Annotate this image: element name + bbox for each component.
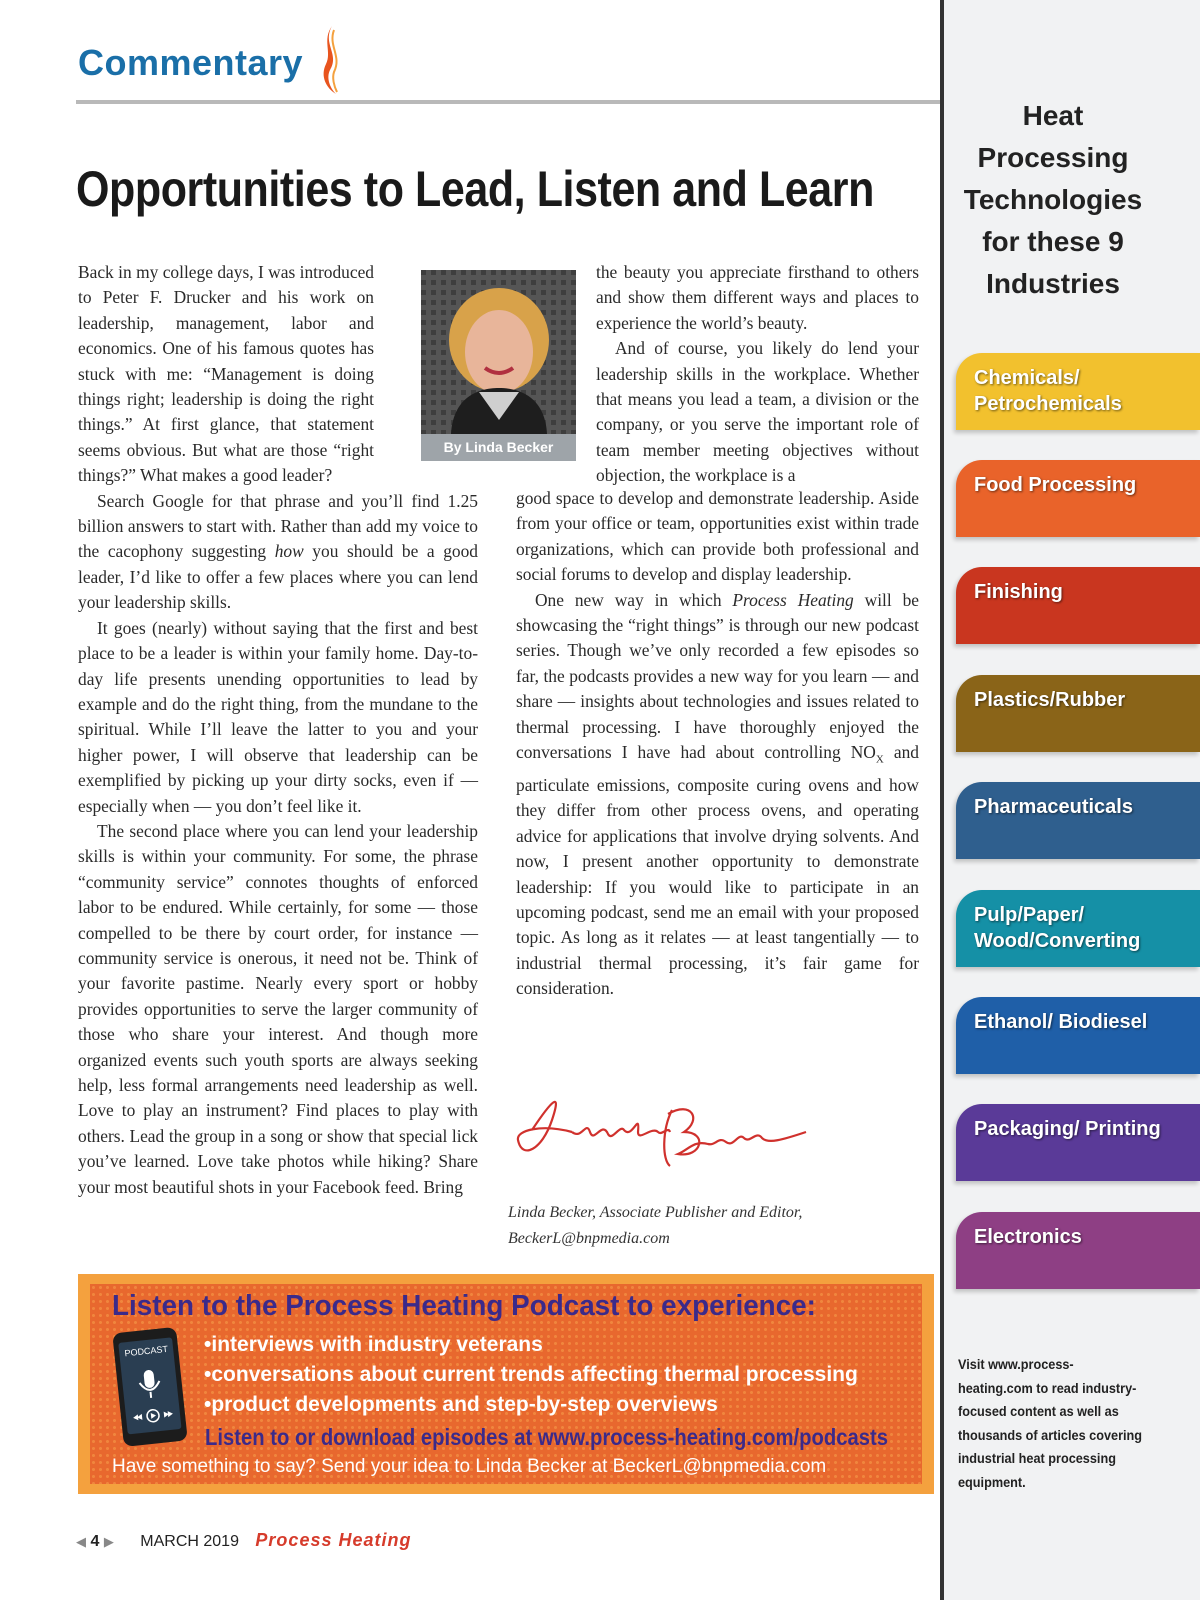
article-headline: Opportunities to Lead, Listen and Learn	[76, 161, 874, 217]
industry-tab-label: Packaging/ Printing	[974, 1118, 1161, 1140]
list-item: • product developments and step-by-step overviews	[204, 1390, 858, 1420]
article-column-2	[516, 486, 919, 1002]
magazine-name: Process Heating	[255, 1530, 412, 1550]
article-column-1	[78, 260, 478, 1200]
phone-label: PODCAST	[124, 1343, 169, 1359]
page-footer	[76, 1530, 411, 1551]
industry-tab-label: Pulp/Paper/ Wood/Converting	[974, 904, 1141, 952]
sidebar-note: Visit www.process-heating.com to read industry-focused content as well as thousands of articles covering industrial heat processing equipment.	[958, 1357, 1143, 1490]
industry-tab-packaging-printing[interactable]	[956, 1104, 1200, 1181]
industry-tab-chemicals[interactable]	[956, 353, 1200, 430]
byline-caption: By Linda Becker	[421, 434, 576, 461]
industry-tab-food-processing[interactable]	[956, 460, 1200, 537]
author-photo	[421, 270, 576, 434]
signoff-title: Linda Becker, Associate Publisher and Editor,	[508, 1204, 803, 1221]
industry-tab-label: Electronics	[974, 1226, 1082, 1248]
paragraph: Back in my college days, I was introduced to Peter F. Drucker and his work on leadership, management, labor and economics. One of his famous quotes has stuck with me: “Management is doing things right; leadership is doing the right things.” At first glance, that statement seems obvious. But what are those “right things?” What makes a good leader?	[78, 262, 374, 486]
industry-tab-label: Finishing	[974, 581, 1063, 603]
paragraph: The second place where you can lend your leadership skills is within your community. For some, the phrase “community service” connotes thoughts of enforced labor to be endured. While certainly, for some — those compelled to be there by court order, for instance — community service is onerous, it need not be. Think of your favorite pastime. Nearly every sport or hobby provides opportunities to serve the larger community of those who share your interest. And though more organized events such youth sports are always seeking help, less formal arrangements need leadership as well. Love to play an instrument? Find places to play with others. Lead the group in a song or show that special lick you’ve learned. Love take photos while hiking? Share your most beautiful shots in your Facebook feed. Bring	[78, 820, 478, 1197]
signature	[512, 1080, 812, 1175]
paragraph: And of course, you likely do lend your leadership skills in the workplace. Whether that means you lead a team, a division or the company, or you serve the important role of team member meeting objectives without objection, the workplace is a	[596, 338, 919, 486]
podcast-link[interactable]: Listen to or download episodes at www.process-heating.com/podcasts	[205, 1424, 889, 1450]
banner-title: Listen to the Process Heating Podcast to experience:	[112, 1290, 816, 1322]
industry-tab-label: Pharmaceuticals	[974, 796, 1133, 818]
industry-tab-electronics[interactable]	[956, 1212, 1200, 1289]
phone-podcast-icon	[112, 1326, 187, 1448]
industry-tab-pharmaceuticals[interactable]	[956, 782, 1200, 859]
list-item: • interviews with industry veterans	[204, 1330, 858, 1360]
industry-tab-finishing[interactable]	[956, 567, 1200, 644]
industry-tab-label: Plastics/Rubber	[974, 689, 1126, 711]
header-rule	[76, 100, 940, 104]
page-left-arrow-icon: ◀	[76, 1534, 86, 1549]
industry-tab-label: Ethanol/ Biodiesel	[974, 1011, 1148, 1033]
industry-tab-label: Food Processing	[974, 474, 1137, 496]
industry-tab-pulp-paper[interactable]	[956, 890, 1200, 967]
paragraph: good space to develop and demonstrate leadership. Aside from your office or team, opportunities exist within trade organizations, which can provide both professional and social forums to develop and display leadership.	[516, 488, 919, 585]
section-label: Commentary	[78, 42, 304, 83]
paragraph: One new way in which Process Heating will be showcasing the “right things” is through our new podcast series. Though we’ve only recorded a few episodes so far, the podcasts provides a new way for you learn — and share — insights about technologies and issues related to thermal processing. I have thoroughly enjoyed the conversations I have had about controlling $NO_X$ and particulate emissions, composite curing ovens and how they differ from other process ovens, and operating advice for applications that involve drying solvents. And now, I present another opportunity to demonstrate leadership: If you would like to participate in an upcoming podcast, send me an email with your proposed topic. As long as it relates — at least tangentially — to industrial thermal processing, it’s fair game for consideration.	[516, 589, 919, 999]
paragraph: Search Google for that phrase and you’ll find 1.25 billion answers to start with. Rather than add my voice to the cacophony suggesting how you should be a good leader, I’d like to offer a few places where you can lend your leadership skills.	[78, 490, 478, 613]
paragraph: the beauty you appreciate firsthand to others and show them different ways and places to experience the world’s beauty.	[596, 262, 919, 333]
issue-date: MARCH 2019	[140, 1533, 239, 1550]
sidebar-title: Heat Processing Technologies for these 9 Industries	[963, 100, 1143, 299]
page-right-arrow-icon: ▶	[103, 1534, 114, 1549]
flame-logo-icon	[318, 24, 344, 96]
list-item: • conversations about current trends affecting thermal processing	[204, 1360, 858, 1390]
paragraph: It goes (nearly) without saying that the first and best place to be a leader is within your family home. Day-to-day life presents unending opportunities to lead by example and do the right thing, from the mundane to the spiritual. While I’ll leave the latter to you and your higher power, I will observe that leadership can be exemplified by picking up your dirty socks, even if — especially when — you don’t feel like it.	[78, 617, 478, 816]
signoff-email[interactable]: BeckerL@bnpmedia.com	[508, 1230, 670, 1247]
banner-bullet-list	[204, 1330, 858, 1420]
industry-tab-label: Chemicals/ Petrochemicals	[974, 367, 1122, 415]
banner-footer: Have something to say? Send your idea to Linda Becker at BeckerL@bnpmedia.com	[112, 1456, 827, 1477]
page-number: 4	[90, 1533, 100, 1550]
article-column-2-top	[596, 260, 919, 489]
industry-tab-plastics-rubber[interactable]	[956, 675, 1200, 752]
signoff	[508, 1200, 888, 1252]
industry-tab-ethanol-biodiesel[interactable]	[956, 997, 1200, 1074]
